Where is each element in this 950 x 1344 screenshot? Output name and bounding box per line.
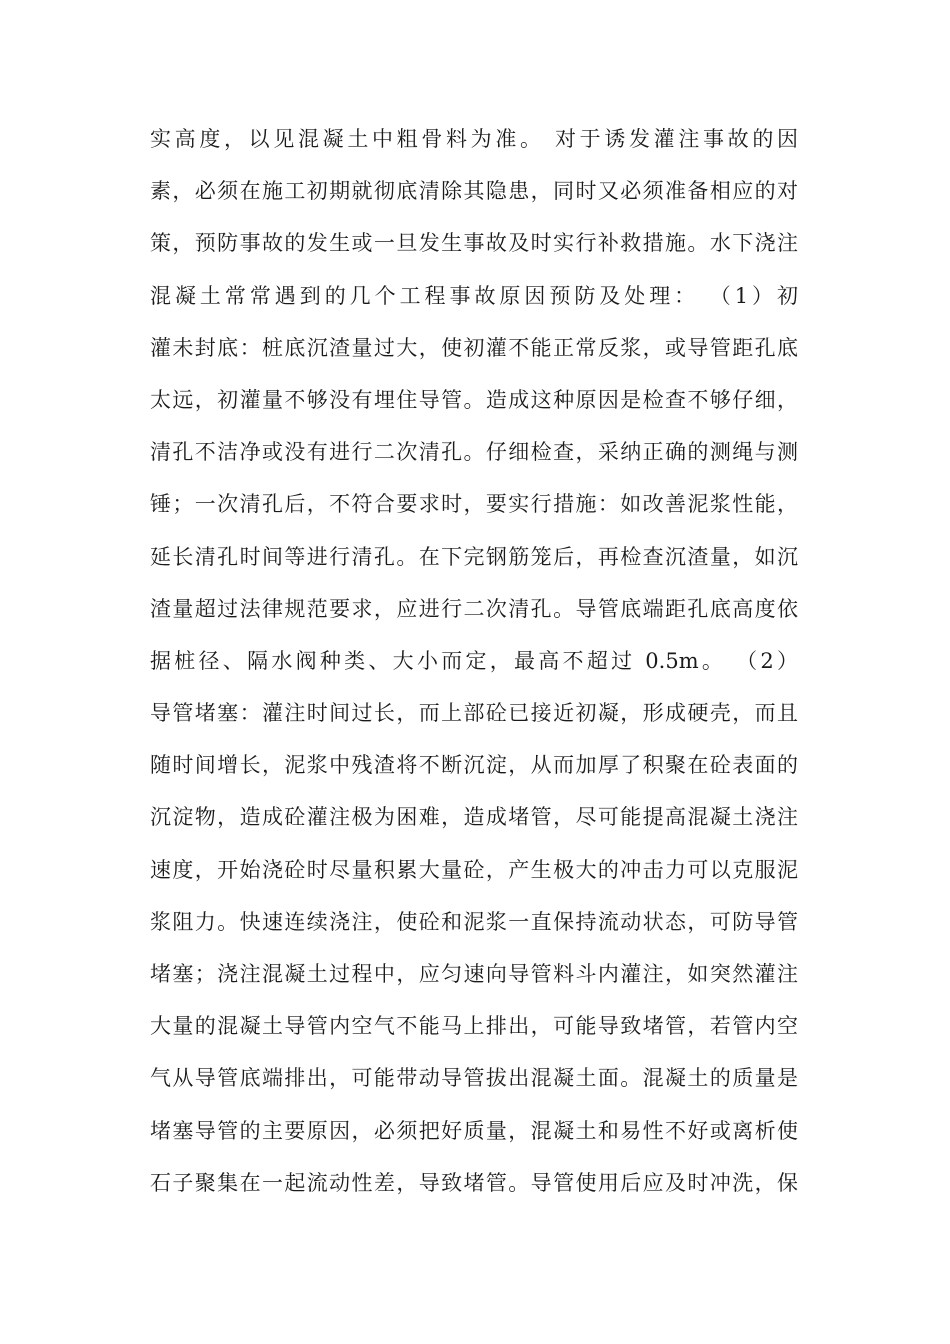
text-line: 据桩径、隔水阀种类、大小而定，最高不超过 0.5m。 （2） — [150, 648, 798, 673]
text-line: 浆阻力。快速连续浇注，使砼和泥浆一直保持流动状态，可防导管 — [150, 909, 798, 934]
text-line: 锤；一次清孔后，不符合要求时，要实行措施：如改善泥浆性能， — [150, 492, 798, 517]
text-line: 堵塞；浇注混凝土过程中，应匀速向导管料斗内灌注，如突然灌注 — [150, 962, 798, 986]
text-line: 延长清孔时间等进行清孔。在下完钢筋笼后，再检查沉渣量，如沉 — [150, 544, 798, 569]
text-line: 太远，初灌量不够没有埋住导管。造成这种原因是检查不够仔细， — [150, 387, 798, 412]
text-line: 渣量超过法律规范要求，应进行二次清孔。导管底端距孔底高度依 — [150, 596, 798, 621]
body-text — [150, 113, 810, 1209]
text-line: 沉淀物，造成砼灌注极为困难，造成堵管，尽可能提高混凝土浇注 — [150, 805, 798, 830]
text-line: 气从导管底端排出，可能带动导管拔出混凝土面。混凝土的质量是 — [150, 1066, 798, 1091]
text-line: 导管堵塞：灌注时间过长，而上部砼已接近初凝，形成硬壳，而且 — [150, 701, 798, 726]
text-line: 速度，开始浇砼时尽量积累大量砼，产生极大的冲击力可以克服泥 — [150, 857, 798, 882]
text-line: 素，必须在施工初期就彻底清除其隐患，同时又必须准备相应的对 — [150, 179, 798, 204]
text-line: 随时间增长，泥浆中残渣将不断沉淀，从而加厚了积聚在砼表面的 — [150, 753, 798, 778]
text-line: 灌未封底：桩底沉渣量过大，使初灌不能正常反浆，或导管距孔底 — [150, 335, 798, 360]
text-line: 堵塞导管的主要原因，必须把好质量，混凝土和易性不好或离析使 — [150, 1118, 798, 1143]
text-line: 大量的混凝土导管内空气不能马上排出，可能导致堵管，若管内空 — [150, 1014, 798, 1039]
text-line: 实高度，以见混凝土中粗骨料为准。 对于诱发灌注事故的因 — [150, 127, 798, 151]
text-line: 石子聚集在一起流动性差，导致堵管。导管使用后应及时冲洗，保 — [150, 1170, 798, 1195]
text-line: 策，预防事故的发生或一旦发生事故及时实行补救措施。水下浇注 — [150, 231, 798, 256]
text-line: 清孔不洁净或没有进行二次清孔。仔细检查，采纳正确的测绳与测 — [150, 440, 798, 465]
text-line: 混凝土常常遇到的几个工程事故原因预防及处理： （1）初 — [150, 283, 798, 308]
